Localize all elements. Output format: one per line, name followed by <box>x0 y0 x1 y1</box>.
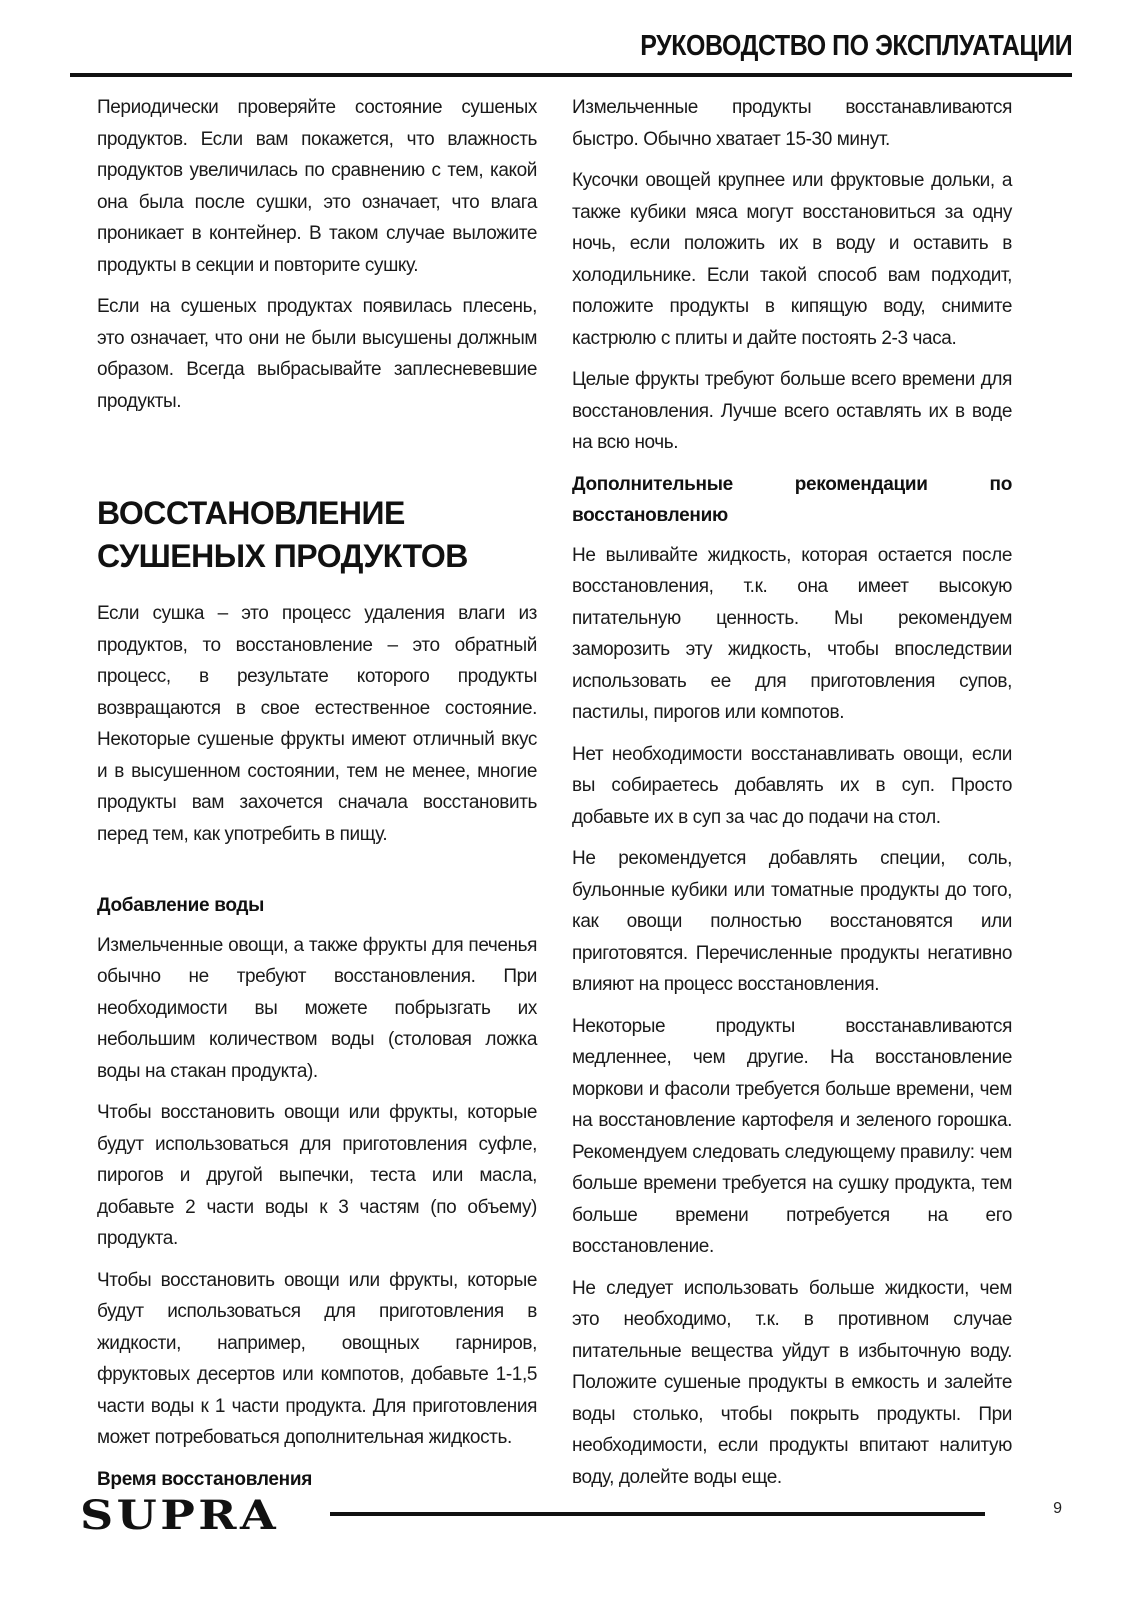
paragraph: Если на сушеных продуктах появилась плесень, это означает, что они не были высушены должным образом. Всегда выбрасывайте заплесневевшие продукты. <box>97 296 537 412</box>
paragraph: Целые фрукты требуют больше всего времени для восстановления. Лучше всего оставлять их в воде на всю ночь. <box>572 369 1012 453</box>
footer-rule <box>330 1512 985 1516</box>
paragraph: Кусочки овощей крупнее или фруктовые дольки, а также кубики мяса могут восстановиться за одну ночь, если положить их в воду и оставить в холодильнике. Если такой способ вам подходит, положите продукты в кипящую воду, снимите кастрюлю с плиты и дайте постоять 2-3 часа. <box>572 170 1012 349</box>
paragraph: Измельченные овощи, а также фрукты для печенья обычно не требуют восстановления. При необходимости вы можете побрызгать их небольшим количеством воды (столовая ложка воды на стакан продукта). <box>97 934 537 1082</box>
subheading-adding-water: Добавление воды <box>97 895 265 916</box>
paragraph: Не выливайте жидкость, которая остается после восстановления, т.к. она имеет высокую питательную ценность. Мы рекомендуем заморозить эту жидкость, чтобы впоследствии использовать ее для приготовления супов, пастилы, пирогов или компотов. <box>572 544 1012 723</box>
paragraph: Периодически проверяйте состояние сушеных продуктов. Если вам покажется, что влажность продуктов увеличилась по сравнению с тем, какой она была после сушки, это означает, что влага проникает в контейнер. В таком случае выложите продукты в секции и повторите сушку. <box>97 97 537 276</box>
paragraph: Не рекомендуется добавлять специи, соль, бульонные кубики или томатные продукты до того, как овощи полностью восстановятся или приготовятся. Перечисленные продукты негативно влияют на процесс восстановления. <box>572 848 1012 995</box>
paragraph: Чтобы восстановить овощи или фрукты, которые будут использоваться для приготовления суфле, пирогов и другой выпечки, теста или масла, добавьте 2 части воды к 3 частям (по объему) продукта. <box>97 1102 537 1249</box>
page-header-title: РУКОВОДСТВО ПО ЭКСПЛУАТАЦИИ <box>640 30 1072 62</box>
left-column <box>97 92 537 1503</box>
paragraph: Некоторые продукты восстанавливаются медленнее, чем другие. На восстановление моркови и фасоли требуется больше времени, чем на восстановление картофеля и зеленого горошка. Рекомендуем следовать следующему правилу: чем больше времени требуется на сушку продукта, тем больше времени потребуется на его восстановление. <box>572 1015 1012 1257</box>
paragraph: Измельченные продукты восстанавливаются быстро. Обычно хватает 15-30 минут. <box>572 97 1012 150</box>
subheading-additional-recommendations: Дополнительные рекомендации по восстановлению <box>572 473 1012 526</box>
page-number: 9 <box>1053 1500 1062 1517</box>
subheading-restoration-time: Время восстановления <box>97 1468 312 1490</box>
brand-logo: SUPRA <box>80 1492 280 1539</box>
right-column <box>572 92 1012 1503</box>
paragraph: Нет необходимости восстанавливать овощи, если вы собираетесь добавлять их в суп. Просто добавьте их в суп за час до подачи на стол. <box>572 743 1012 828</box>
paragraph: Если сушка – это процесс удаления влаги из продуктов, то восстановление – это обратный процесс, в результате которого продукты возвращаются в свое естественное состояние. Некоторые сушеные фрукты имеют отличный вкус и в высушенном состоянии, тем не менее, многие продукты вам захочется сначала восстановить перед тем, как употребить в пищу. <box>97 603 537 845</box>
section-title: ВОССТАНОВЛЕНИЕ СУШЕНЫХ ПРОДУКТОВ <box>97 495 468 574</box>
paragraph: Не следует использовать больше жидкости, чем это необходимо, т.к. в противном случае питательные вещества уйдут в избыточную воду. Положите сушеные продукты в емкость и залейте воды столько, чтобы покрыть продукты. При необходимости, если продукты впитают налитую воду, долейте воды еще. <box>572 1277 1012 1488</box>
header-rule <box>70 73 1072 77</box>
paragraph: Чтобы восстановить овощи или фрукты, которые будут использоваться для приготовления в жидкости, например, овощных гарниров, фруктовых десертов или компотов, добавьте 1-1,5 части воды к 1 части продукта. Для приготовления может потребоваться дополнительная жидкость. <box>97 1269 537 1448</box>
